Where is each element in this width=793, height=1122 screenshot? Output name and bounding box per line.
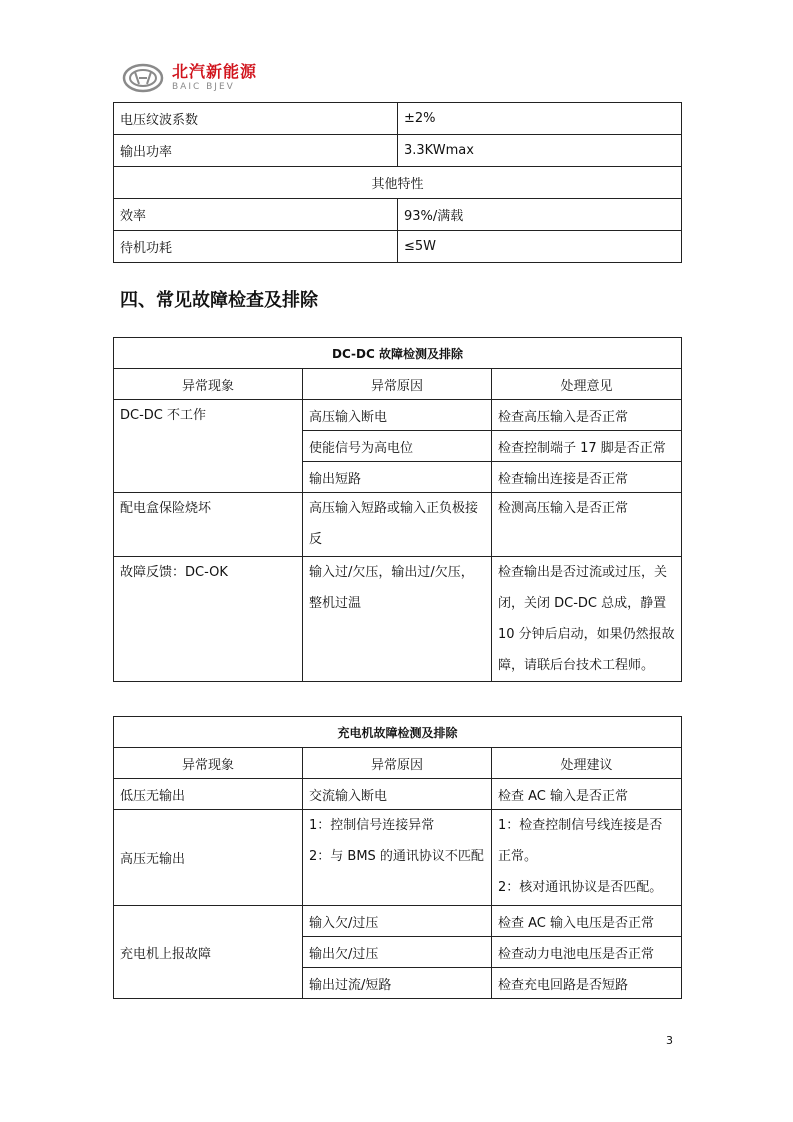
table-title-row xyxy=(114,338,682,369)
cause-line: 2：与 BMS 的通讯协议不匹配 xyxy=(309,849,484,864)
action-cell: 检查动力电池电压是否正常 xyxy=(492,937,682,968)
section-title: 四、常见故障检查及排除 xyxy=(120,290,318,311)
table-row xyxy=(114,135,682,167)
symptom-cell: 充电机上报故障 xyxy=(114,906,303,999)
spec-value: 3.3KWmax xyxy=(398,135,682,167)
action-cell: 检查 AC 输入是否正常 xyxy=(492,779,682,810)
table-title: DC-DC 故障检测及排除 xyxy=(114,338,682,369)
action-cell xyxy=(492,810,682,906)
table-row xyxy=(114,810,682,906)
action-cell: 检查输出连接是否正常 xyxy=(492,462,682,493)
table-title: 充电机故障检测及排除 xyxy=(114,717,682,748)
table-row xyxy=(114,103,682,135)
spec-table xyxy=(113,102,682,263)
action-cell: 检查 AC 输入电压是否正常 xyxy=(492,906,682,937)
dcdc-fault-table xyxy=(113,337,682,682)
action-cell: 检测高压输入是否正常 xyxy=(492,493,682,557)
cause-cell: 输入欠/过压 xyxy=(303,906,492,937)
cause-cell: 输出短路 xyxy=(303,462,492,493)
cause-cell: 交流输入断电 xyxy=(303,779,492,810)
action-line: 1：检查控制信号线连接是否正常。 xyxy=(498,818,663,864)
cause-cell: 输出过流/短路 xyxy=(303,968,492,999)
column-header: 异常现象 xyxy=(114,748,303,779)
table-row xyxy=(114,199,682,231)
spec-label: 电压纹波系数 xyxy=(114,103,398,135)
spec-value: ≤5W xyxy=(398,231,682,263)
table-row xyxy=(114,779,682,810)
symptom-cell: 故障反馈：DC-OK xyxy=(114,557,303,682)
logo-emblem-icon xyxy=(122,63,164,93)
table-row xyxy=(114,167,682,199)
table-header-row xyxy=(114,369,682,400)
cause-cell: 高压输入短路或输入正负极接反 xyxy=(303,493,492,557)
symptom-cell: 高压无输出 xyxy=(114,810,303,906)
column-header: 异常原因 xyxy=(303,748,492,779)
table-row xyxy=(114,400,682,431)
column-header: 处理意见 xyxy=(492,369,682,400)
action-cell: 检查高压输入是否正常 xyxy=(492,400,682,431)
cause-cell xyxy=(303,810,492,906)
spec-value: 93%/满载 xyxy=(398,199,682,231)
table-row xyxy=(114,906,682,937)
action-line: 2：核对通讯协议是否匹配。 xyxy=(498,880,663,895)
logo-english-text: BAIC BJEV xyxy=(172,82,235,92)
symptom-cell: 配电盒保险烧坏 xyxy=(114,493,303,557)
table-row xyxy=(114,557,682,682)
page-number: 3 xyxy=(666,1034,673,1047)
cause-cell: 输入过/欠压，输出过/欠压，整机过温 xyxy=(303,557,492,682)
table-header-row xyxy=(114,748,682,779)
spec-section-heading: 其他特性 xyxy=(114,167,682,199)
column-header: 异常原因 xyxy=(303,369,492,400)
spec-label: 输出功率 xyxy=(114,135,398,167)
table-row xyxy=(114,231,682,263)
column-header: 处理建议 xyxy=(492,748,682,779)
cause-cell: 高压输入断电 xyxy=(303,400,492,431)
table-title-row xyxy=(114,717,682,748)
logo-chinese-text: 北汽新能源 xyxy=(172,62,258,81)
symptom-cell: 低压无输出 xyxy=(114,779,303,810)
cause-cell: 使能信号为高电位 xyxy=(303,431,492,462)
charger-fault-table xyxy=(113,716,682,999)
spec-value: ±2% xyxy=(398,103,682,135)
company-logo xyxy=(122,60,282,96)
action-cell: 检查充电回路是否短路 xyxy=(492,968,682,999)
action-cell: 检查输出是否过流或过压，关闭，关闭 DC-DC 总成，静置 10 分钟后启动，如果仍然报故障，请联后台技术工程师。 xyxy=(492,557,682,682)
table-row xyxy=(114,493,682,557)
spec-label: 待机功耗 xyxy=(114,231,398,263)
column-header: 异常现象 xyxy=(114,369,303,400)
action-cell: 检查控制端子 17 脚是否正常 xyxy=(492,431,682,462)
symptom-cell: DC-DC 不工作 xyxy=(114,400,303,493)
cause-cell: 输出欠/过压 xyxy=(303,937,492,968)
cause-line: 1：控制信号连接异常 xyxy=(309,818,435,833)
spec-label: 效率 xyxy=(114,199,398,231)
